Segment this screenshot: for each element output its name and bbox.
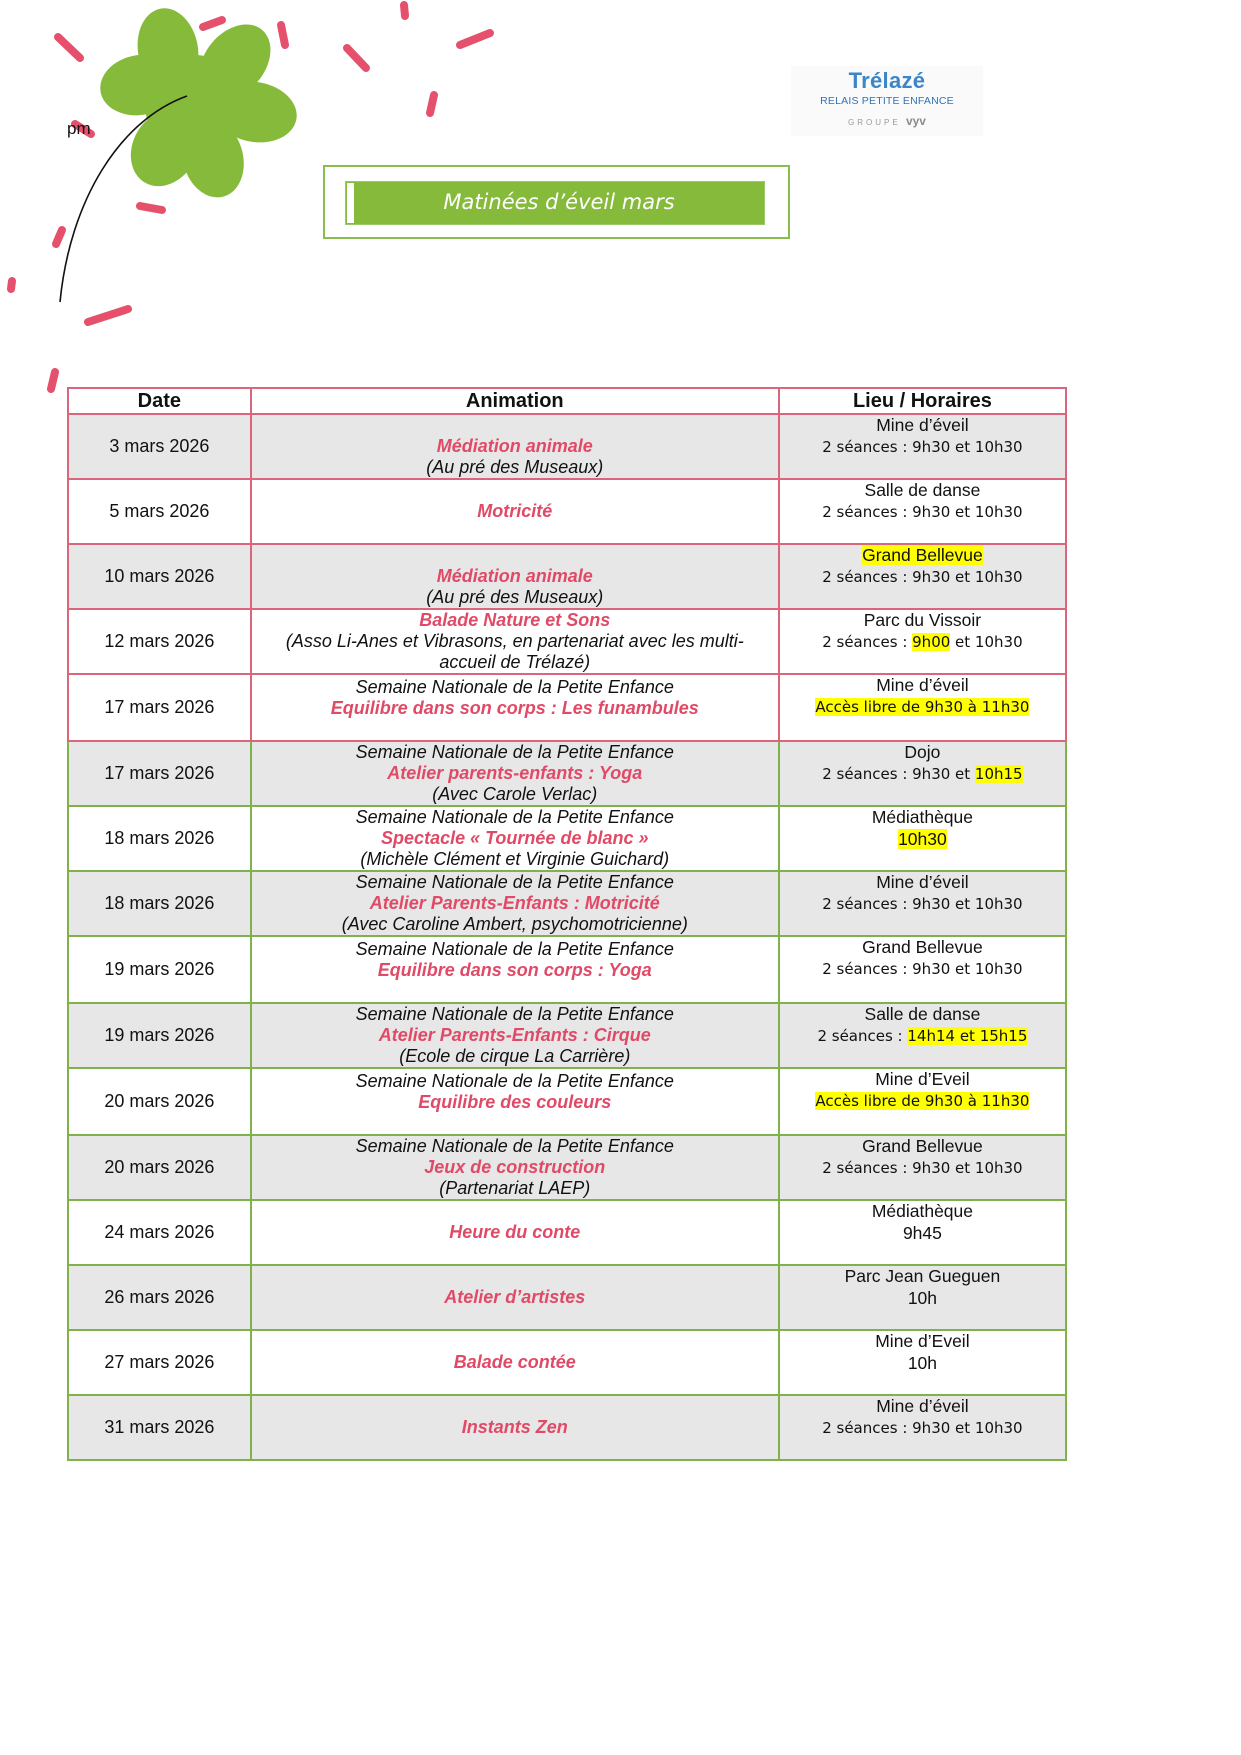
table-row [68,1200,1066,1265]
activity-name: Médiation animale [436,566,593,586]
table-row [68,806,1066,871]
activity-partner: (Asso Li-Anes et Vibrasons, en partenariat avec les multi-accueil de Trélazé) [285,631,744,672]
cell-animation [251,1135,779,1200]
date-text: 18 mars 2026 [104,828,215,848]
cell-animation [251,414,779,479]
activity-name: Equilibre dans son corps : Yoga [377,960,652,980]
location: Mine d’éveil [876,415,969,435]
activity-partner: (Michèle Clément et Virginie Guichard) [360,849,670,869]
table-row [68,609,1066,674]
schedule-text: 2 séances : 9h30 et 10h30 [822,568,1023,586]
cell-animation [251,1003,779,1068]
cell-date [68,871,251,936]
cell-animation [251,741,779,806]
cell-date [68,1395,251,1460]
cell-date [68,936,251,1003]
activity-name: Jeux de construction [424,1157,606,1177]
cell-lieu-horaires [779,1395,1066,1460]
cell-animation [251,871,779,936]
logo-groupe: GROUPE [848,118,901,127]
schedule-table [67,387,1067,1461]
cell-date [68,1200,251,1265]
activity-name: Instants Zen [461,1417,568,1437]
table-row [68,1068,1066,1135]
schedule-text: 2 séances : 9h30 et 10h30 [822,960,1023,978]
cell-lieu-horaires [779,936,1066,1003]
schedule-text-end: et 10h30 [950,633,1023,651]
event-series: Semaine Nationale de la Petite Enfance [355,1136,674,1156]
table-row [68,1330,1066,1395]
schedule-highlight: 14h14 et 15h15 [907,1027,1028,1045]
activity-partner: (Avec Caroline Ambert, psychomotricienne) [341,914,688,934]
cell-animation [251,674,779,741]
activity-name: Balade Nature et Sons [419,610,611,630]
date-text: 3 mars 2026 [109,436,210,456]
location: Salle de danse [864,1004,981,1024]
cell-lieu-horaires [779,1003,1066,1068]
table-row [68,1395,1066,1460]
cell-lieu-horaires [779,414,1066,479]
activity-partner: (Au pré des Museaux) [426,457,604,477]
date-text: 24 mars 2026 [104,1222,215,1242]
cell-date [68,1265,251,1330]
logo-line3 [791,114,983,128]
schedule-text: 2 séances : 9h30 et 10h30 [822,1419,1023,1437]
cell-date [68,609,251,674]
event-series: Semaine Nationale de la Petite Enfance [355,807,674,827]
date-text: 26 mars 2026 [104,1287,215,1307]
location: Grand Bellevue [862,1136,983,1156]
date-text: 12 mars 2026 [104,631,215,651]
cell-animation [251,1265,779,1330]
schedule-text: 2 séances : 9h30 et 10h30 [822,438,1023,456]
date-text: 27 mars 2026 [104,1352,215,1372]
table-row [68,414,1066,479]
schedule-text: 2 séances : 9h30 et 10h30 [822,1159,1023,1177]
table-row [68,741,1066,806]
title-frame [323,165,790,239]
cell-lieu-horaires [779,479,1066,544]
event-series: Semaine Nationale de la Petite Enfance [355,872,674,892]
location: Salle de danse [864,480,981,500]
date-text: 20 mars 2026 [104,1157,215,1177]
event-series: Semaine Nationale de la Petite Enfance [355,1004,674,1024]
date-text: 19 mars 2026 [104,959,215,979]
table-row [68,479,1066,544]
logo-trelaze [791,66,983,136]
logo-brand: vyv [905,114,926,128]
schedule-text: 2 séances : 9h30 et [822,765,975,783]
cell-animation [251,544,779,609]
table-row [68,1135,1066,1200]
cell-date [68,806,251,871]
cell-lieu-horaires [779,1068,1066,1135]
table-row [68,544,1066,609]
table-header-row [68,388,1066,414]
activity-name: Spectacle « Tournée de blanc » [381,828,649,848]
title-bar-accent [347,183,354,223]
location: Dojo [904,742,941,762]
header-animation: Animation [251,388,779,414]
schedule-text: 2 séances : 9h30 et 10h30 [822,895,1023,913]
table-row [68,871,1066,936]
header-lieu-horaires: Lieu / Horaires [779,388,1066,414]
event-series: Semaine Nationale de la Petite Enfance [355,677,674,697]
date-text: 31 mars 2026 [104,1417,215,1437]
cell-date [68,741,251,806]
cell-date [68,1330,251,1395]
location: Mine d’Eveil [875,1331,970,1351]
logo-line1: Trélazé [848,68,926,93]
cell-date [68,1003,251,1068]
activity-name: Equilibre des couleurs [418,1092,612,1112]
page-title: Matinées d’éveil mars [443,190,675,214]
activity-partner: (Partenariat LAEP) [439,1178,591,1198]
cell-lieu-horaires [779,1135,1066,1200]
event-series: Semaine Nationale de la Petite Enfance [355,742,674,762]
cell-date [68,544,251,609]
cell-lieu-horaires [779,1330,1066,1395]
table-row [68,1003,1066,1068]
cell-lieu-horaires [779,609,1066,674]
pm-label: pm [67,119,91,138]
activity-name: Motricité [477,501,553,521]
activity-name: Atelier Parents-Enfants : Motricité [369,893,660,913]
activity-name: Atelier parents-enfants : Yoga [387,763,643,783]
table-row [68,1265,1066,1330]
event-series: Semaine Nationale de la Petite Enfance [355,1071,674,1091]
schedule-highlight: Accès libre de 9h30 à 11h30 [815,1092,1030,1110]
title-bar [345,181,765,225]
cell-animation [251,479,779,544]
cell-animation [251,806,779,871]
cell-date [68,674,251,741]
schedule-text: 2 séances : [817,1027,908,1045]
schedule-text: 2 séances : [822,633,913,651]
schedule-time: 9h45 [902,1223,942,1243]
cell-lieu-horaires [779,1265,1066,1330]
location: Médiathèque [871,1201,974,1221]
cell-date [68,1068,251,1135]
cell-lieu-horaires [779,871,1066,936]
location: Mine d’éveil [876,675,969,695]
cell-animation [251,1330,779,1395]
date-text: 10 mars 2026 [104,566,215,586]
schedule-time: 10h [907,1353,938,1373]
location: Grand Bellevue [862,545,983,565]
cell-lieu-horaires [779,806,1066,871]
cell-animation [251,1068,779,1135]
clover-icon [95,3,301,204]
cell-lieu-horaires [779,741,1066,806]
cell-date [68,414,251,479]
schedule-highlight: 9h00 [912,633,951,651]
table-row [68,674,1066,741]
activity-name: Heure du conte [449,1222,581,1242]
event-series: Semaine Nationale de la Petite Enfance [355,939,674,959]
activity-name: Médiation animale [436,436,593,456]
schedule-highlight: Accès libre de 9h30 à 11h30 [815,698,1030,716]
activity-partner: (Ecole de cirque La Carrière) [399,1046,631,1066]
header-date: Date [68,388,251,414]
cell-lieu-horaires [779,544,1066,609]
activity-partner: (Avec Carole Verlac) [432,784,598,804]
date-text: 17 mars 2026 [104,763,215,783]
cell-lieu-horaires [779,674,1066,741]
table-row [68,936,1066,1003]
cell-date [68,1135,251,1200]
date-text: 19 mars 2026 [104,1025,215,1045]
activity-name: Atelier Parents-Enfants : Cirque [378,1025,651,1045]
date-text: 18 mars 2026 [104,893,215,913]
schedule-highlight: 10h30 [898,829,947,849]
schedule-highlight: 10h15 [974,765,1023,783]
location: Médiathèque [871,807,974,827]
schedule-text: 2 séances : 9h30 et 10h30 [822,503,1023,521]
location: Parc du Vissoir [863,610,982,630]
cell-date [68,479,251,544]
location: Mine d’Eveil [875,1069,970,1089]
cell-animation [251,936,779,1003]
date-text: 5 mars 2026 [109,501,210,521]
location: Mine d’éveil [876,1396,969,1416]
activity-name: Atelier d’artistes [444,1287,586,1307]
location: Mine d’éveil [876,872,969,892]
activity-partner: (Au pré des Museaux) [426,587,604,607]
activity-name: Equilibre dans son corps : Les funambules [330,698,699,718]
cell-animation [251,1395,779,1460]
cell-animation [251,1200,779,1265]
location: Parc Jean Gueguen [844,1266,1001,1286]
cell-animation [251,609,779,674]
schedule-time: 10h [907,1288,938,1308]
logo-line2: RELAIS PETITE ENFANCE [820,95,954,107]
date-text: 20 mars 2026 [104,1091,215,1111]
cell-lieu-horaires [779,1200,1066,1265]
location: Grand Bellevue [862,937,983,957]
activity-name: Balade contée [453,1352,576,1372]
date-text: 17 mars 2026 [104,697,215,717]
